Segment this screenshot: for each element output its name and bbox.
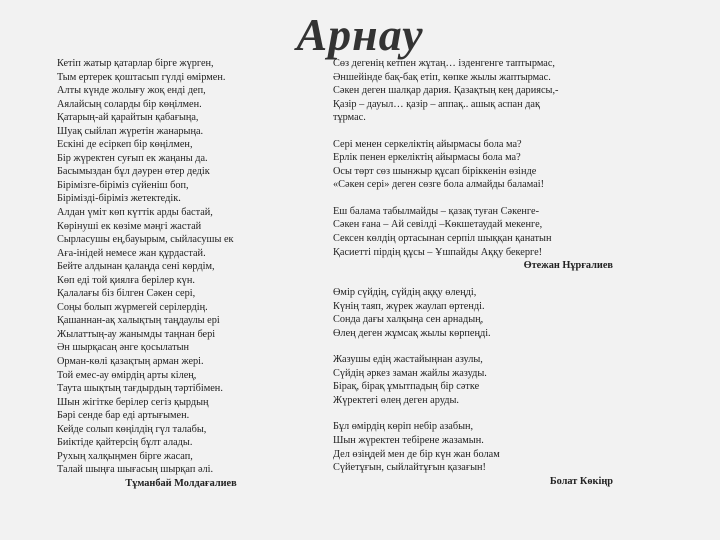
stanza-gap — [333, 407, 633, 420]
poem-line: Күнің таяп, жүрек жаулап өртенді. — [333, 300, 485, 312]
poem-line: Аға-інідей немесе жан құрдастай. — [57, 247, 206, 259]
author-signature: Өтежан Нұрғалиев — [523, 260, 613, 272]
poem-line: Ән шырқасаң әнге қосылатын — [57, 342, 190, 354]
poem-line: Рухың халқыңмен бірге жасап, — [57, 450, 193, 462]
poem-line: Кейде солып көңілдің гүл талабы, — [57, 423, 207, 435]
poem-line: Бірімізді-біріміз жетектедік. — [57, 193, 181, 205]
poem-line: Қашаннан-ақ халықтың таңдаулы ері — [57, 315, 220, 327]
poem-line: Дел өзіңдей мен де бір күн жан болам — [333, 448, 500, 460]
poem-line: Сүйдің әркез заман жайлы жазуды. — [333, 367, 487, 379]
author-signature: Тұманбай Молдағалиев — [125, 477, 237, 489]
poem-line: Қасиетті пірдің құсы – Ұшпайды Аққу бекерге! — [333, 246, 543, 258]
poem-line: Той емес-ау өмірдің арты кілең, — [57, 369, 197, 381]
stanza-gap — [333, 125, 633, 138]
poem-line: Аялайсың соларды бір көңілмен. — [57, 98, 202, 110]
poem-line: Бейте алдынан қалаңда сені көрдім, — [57, 261, 215, 273]
page-title: Арнау — [296, 9, 424, 60]
poem-line: Сәкен деген шалқар дария. Қазақтың кең дариясы,- — [333, 85, 559, 97]
poem-line: Жылаттың-ау жанымды таңнан бері — [57, 328, 216, 340]
poem-line: Еш балама табылмайды – қазақ туған Сәкенге- — [333, 205, 539, 217]
poem-line: Ескіні де есіркеп бір көңілмен, — [57, 139, 193, 151]
poem-line: Жазушы едің жастайыңнан азулы, — [333, 354, 483, 366]
poem-line: Сонда дағы халқыңа сен арнадың, — [333, 314, 484, 326]
poem-line: тұрмас. — [333, 112, 366, 124]
stanza-gap — [333, 192, 633, 205]
poem-line: Шуақ сыйлап жүретін жанарыңа. — [57, 125, 204, 137]
poem-line: Басымыздан бұл дәурен өтер дедік — [57, 166, 210, 178]
poem-line: Қазір – дауыл… қазір – аппақ.. ашық аспан дақ — [333, 98, 540, 110]
poem-line: Сері менен серкеліктің айырмасы бола ма? — [333, 138, 522, 150]
poem-line: Өлең деген жұмсақ жылы көрпеңді. — [333, 327, 491, 339]
poem-line: Биіктіде қайтерсің бұлт алады. — [57, 437, 193, 449]
poem-line: Соңы болып жүрмегей серілердің. — [57, 301, 208, 313]
stanza-gap — [333, 273, 633, 286]
stanza-gap — [333, 340, 633, 353]
poem-line: Өмір сүйдің, сүйдің аққу өлеңді, — [333, 287, 477, 299]
poem-left-column — [57, 57, 317, 491]
poem-line: Көп еді той қиялға берілер күн. — [57, 274, 195, 286]
poem-line: Сөз дегенің кетпен жұтаң… ізденгенге таптырмас, — [333, 58, 556, 69]
poem-line: Сәкен ғана – Ай севілді –Көкшетаудай мекенге, — [333, 219, 543, 231]
poem-line: Жүректегі өлең деген аруды. — [333, 394, 459, 406]
poem-line: Шын жүректен тебірене жазамын. — [333, 435, 484, 447]
poem-line: Алдан үміт көп күттік арды бастай, — [57, 207, 213, 219]
poem-right-column — [333, 57, 633, 489]
poem-line: Шын жігітке берілер сегіз қырдың — [57, 396, 209, 408]
poem-line: Бәрі сенде бар еді артығымен. — [57, 410, 190, 422]
poem-line: Сырласушы ең,бауырым, сыйласушы ек — [57, 234, 234, 246]
poem-line: Кетіп жатыр қатарлар бірге жүрген, — [57, 58, 214, 69]
poem-line: Сексен көлдің ортасынан серпіл шыққан қанатын — [333, 233, 552, 245]
poem-line: Таута шықтың тағдырдың тәртібімен. — [57, 383, 223, 395]
poem-line: «Сәкен сері» деген сөзге бола алмайды баламаі! — [333, 179, 545, 191]
poem-line: Көрінуші ек көзіме мәңгі жастай — [57, 220, 202, 232]
poem-line: Қатарың-ай қарайтын қабағыңа, — [57, 112, 199, 124]
poem-line: Ерлік пенен еркеліктің айырмасы бола ма? — [333, 152, 521, 164]
poem-line: Әншейінде бақ-бақ етіп, көпке жылы жаптырмас. — [333, 71, 551, 83]
poem-line: Орман-көлі қазақтың арман жері. — [57, 356, 204, 368]
author-signature: Болат Көкіңр — [549, 475, 613, 487]
poem-line: Талай шыңға шығасың шырқап әлі. — [57, 464, 214, 476]
poem-line: Осы төрт сөз шынжыр құсап біріккенін өзінде — [333, 165, 537, 177]
poem-line: Сүйетұғын, сыйлайтұғын қазағын! — [333, 462, 486, 474]
poem-line: Бұл өмірдің көріп небір азабын, — [333, 421, 474, 433]
poem-line: Тым ертерек қоштасып гүлді өмірмен. — [57, 71, 226, 83]
poem-line: Алты күнде жолығу жоқ енді деп, — [57, 85, 206, 97]
poem-line: Қалалағы біз білген Сәкен сері, — [57, 288, 196, 300]
poem-line: Бірімізге-біріміз сүйеніш боп, — [57, 179, 189, 191]
poem-line: Бірақ, бірақ ұмытпадың бір сәтке — [333, 381, 480, 393]
poem-line: Бір жүректен суғып ек жаңаны да. — [57, 152, 208, 164]
